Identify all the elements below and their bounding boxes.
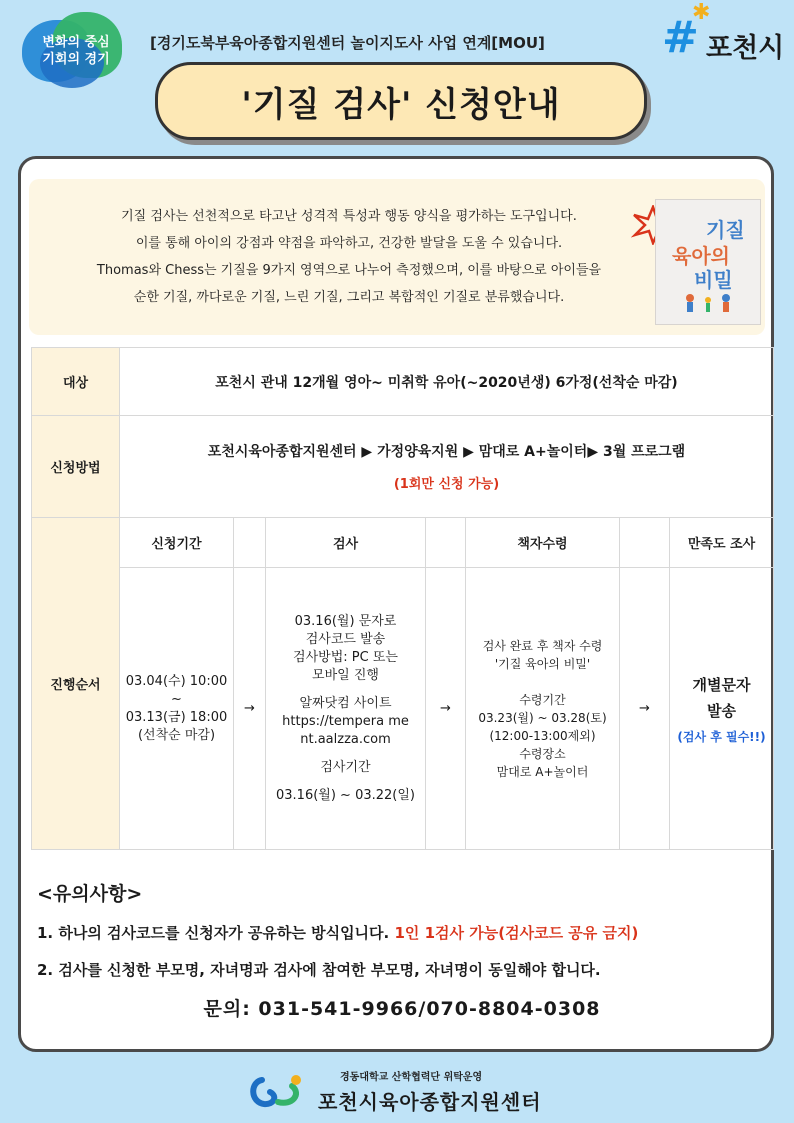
empty-cell [234, 518, 266, 568]
apply-line: ~ [171, 691, 182, 707]
content-card [18, 156, 774, 1052]
note-1-warning: 1인 1검사 가능(검사코드 공유 금지) [394, 924, 639, 942]
test-line: https://tempera me [282, 713, 409, 729]
book-header: 책자수령 [466, 518, 620, 568]
subtitle: [경기도북부육아종합지원센터 놀이지도사 사업 연계[MOU] [150, 34, 545, 52]
test-line: 검사방법: PC 또는 [293, 649, 398, 665]
intro-line: 기질 검사는 선천적으로 타고난 성격적 특성과 행동 양식을 평가하는 도구입니다. [121, 209, 577, 224]
book-line: 맘대로 A+놀이터 [496, 764, 589, 779]
apply-line: 03.04(수) 10:00 [125, 673, 228, 689]
arrow-icon: → [620, 568, 670, 850]
book-line: 검사 완료 후 책자 수령 [482, 638, 603, 653]
process-header-row [32, 518, 774, 568]
test-line [266, 749, 425, 759]
test-line: 03.16(월) ~ 03.22(일) [276, 787, 415, 803]
target-row [32, 348, 774, 416]
notes-heading: <유의사항> [37, 883, 143, 905]
footer-operator: 경동대학교 산학협력단 위탁운영 [340, 1072, 483, 1083]
notes-section [37, 879, 767, 1021]
city-name: 포천시 [706, 33, 785, 64]
note-2: 2. 검사를 신청한 부모명, 자녀명과 검사에 참여한 부모명, 자녀명이 동일해야 합니다. [37, 961, 601, 979]
apply-period [120, 568, 234, 850]
book-title-2: 육아의 [672, 244, 730, 268]
test-line: 검사기간 [320, 759, 371, 775]
book-title-3: 비밀 [694, 268, 733, 292]
book-line: '기질 육아의 비밀' [494, 656, 591, 671]
apply-header: 신청기간 [120, 518, 234, 568]
book-line: 수령장소 [519, 746, 566, 761]
survey-line-1: 개별문자 [692, 676, 751, 694]
target-value: 포천시 관내 12개월 영아~ 미취학 유아(~2020년생) 6가정(선착순 마감) [120, 348, 774, 416]
star-icon: ✱ [692, 0, 711, 25]
method-row [32, 416, 774, 518]
test-line [266, 685, 425, 695]
footer-logo [248, 1066, 568, 1116]
empty-cell [426, 518, 466, 568]
gyeonggi-logo [22, 12, 122, 90]
book-title-1: 기질 [706, 218, 745, 242]
info-table [31, 347, 774, 850]
method-cell [120, 416, 774, 518]
process-label: 진행순서 [32, 518, 120, 850]
book-line: 03.23(월) ~ 03.28(토) [478, 710, 607, 725]
target-label: 대상 [32, 348, 120, 416]
book-cover-image [655, 199, 761, 325]
center-logo-icon [248, 1072, 312, 1112]
apply-line: 03.13(금) 18:00 [125, 709, 228, 725]
test-line: 알짜닷컴 사이트 [299, 695, 392, 711]
book-detail [466, 568, 620, 850]
logo-text-2: 기회의 경기 [42, 52, 110, 67]
survey-line-2: 발송 [707, 702, 736, 720]
logo-text-1: 변화의 중심 [42, 35, 110, 50]
survey-detail [670, 568, 774, 850]
method-value: 포천시육아종합지원센터 ▶ 가정양육지원 ▶ 맘대로 A+놀이터▶ 3월 프로그램 [207, 444, 686, 460]
method-note: (1회만 신청 가능) [393, 477, 500, 492]
note-1 [37, 922, 767, 943]
empty-cell [620, 518, 670, 568]
test-detail [266, 568, 426, 850]
book-line: 수령기간 [519, 692, 566, 707]
book-line: (12:00-13:00제외) [489, 728, 596, 743]
intro-line: 이를 통해 아이의 강점과 약점을 파악하고, 건강한 발달을 도울 수 있습니다. [135, 236, 563, 251]
arrow-icon: → [426, 568, 466, 850]
survey-note: (검사 후 필수!!) [677, 730, 766, 744]
process-detail-row [32, 568, 774, 850]
test-line [266, 777, 425, 787]
test-line: nt.aalzza.com [300, 731, 391, 747]
intro-text [49, 203, 649, 311]
page-title: '기질 검사' 신청안내 [155, 62, 647, 140]
intro-box [29, 179, 765, 335]
hash-symbol: # [662, 12, 699, 63]
method-label: 신청방법 [32, 416, 120, 518]
contact-info: 문의: 031-541-9966/070-8804-0308 [203, 998, 601, 1020]
test-line: 03.16(월) 문자로 [294, 613, 397, 629]
apply-line: (선착순 마감) [137, 727, 216, 743]
pocheon-logo [662, 0, 787, 66]
test-line: 모바일 진행 [312, 667, 379, 683]
note-1-text: 1. 하나의 검사코드를 신청자가 공유하는 방식입니다. [37, 924, 395, 942]
footer-center-name: 포천시육아종합지원센터 [318, 1090, 542, 1114]
survey-header: 만족도 조사 [670, 518, 774, 568]
arrow-icon: → [234, 568, 266, 850]
intro-line: 순한 기질, 까다로운 기질, 느린 기질, 그리고 복합적인 기질로 분류했습니다. [133, 290, 565, 305]
book-line [466, 673, 619, 691]
intro-line: Thomas와 Chess는 기질을 9가지 영역으로 나누어 측정했으며, 이를 바탕으로 아이들을 [96, 263, 602, 278]
test-line: 검사코드 발송 [305, 631, 386, 647]
test-header: 검사 [266, 518, 426, 568]
family-illustration [680, 292, 736, 314]
